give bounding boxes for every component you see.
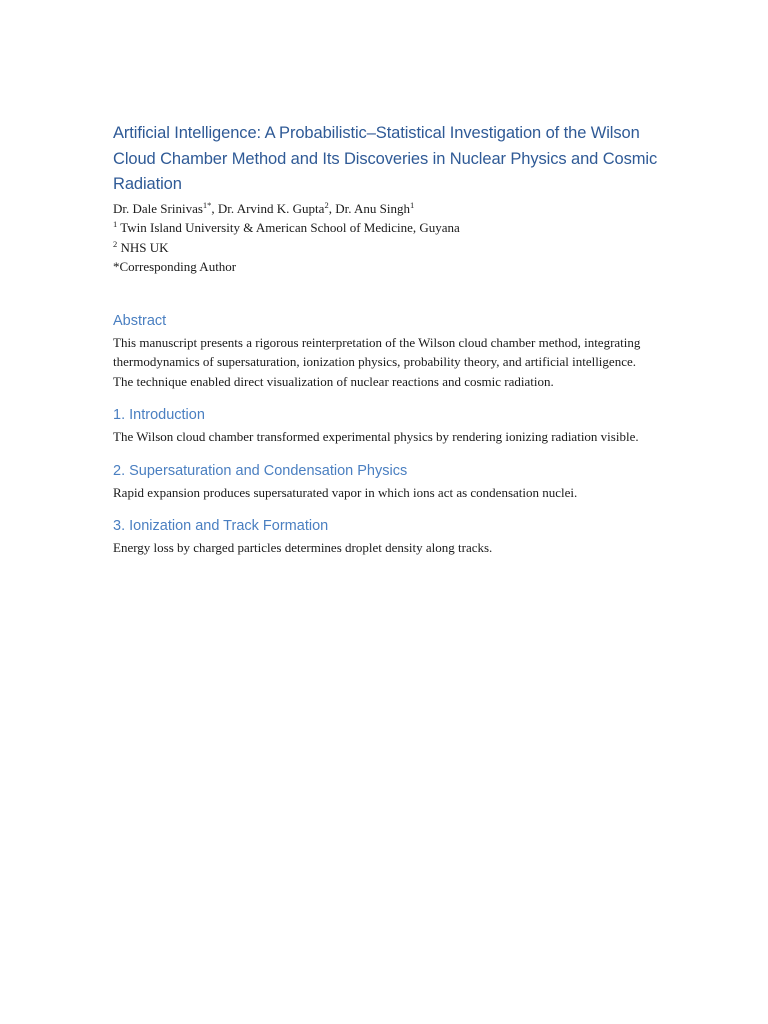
- paper-page: [113, 121, 658, 558]
- abstract-text: This manuscript presents a rigorous reinterpretation of the Wilson cloud chamber method, integrating thermodynamics of supersaturation, ionization physics, probability theory, and artificial intelligence. The technique enabled direct visualization of nuclear reactions and cosmic radiation.: [113, 334, 641, 389]
- author-affiliation-mark: 1: [409, 199, 415, 210]
- author-affiliation-mark: 2: [324, 199, 329, 210]
- abstract-heading: Abstract: [113, 312, 167, 329]
- section-text-supersaturation: Rapid expansion produces supersaturated vapor in which ions act as condensation nuclei.: [113, 484, 578, 500]
- corresponding-author-note: *Corresponding Author: [113, 259, 237, 274]
- section-heading-supersaturation: 2. Supersaturation and Condensation Physics: [113, 462, 408, 479]
- affiliation: [113, 238, 658, 258]
- author-separator: ,: [328, 200, 336, 216]
- section-text-introduction: The Wilson cloud chamber transformed experimental physics by rendering ionizing radiation visible.: [113, 429, 639, 444]
- author-list: [113, 199, 658, 219]
- affiliation-mark: 1: [113, 219, 118, 229]
- author-name: Dr. Anu Singh: [335, 200, 410, 216]
- author-separator: ,: [211, 200, 218, 216]
- section-heading-introduction: 1. Introduction: [113, 407, 205, 423]
- section-text-ionization: Energy loss by charged particles determines droplet density along tracks.: [113, 540, 493, 555]
- author-name: Dr. Arvind K. Gupta: [217, 200, 325, 216]
- affiliation: [113, 218, 658, 238]
- author-affiliation-mark: 1*: [202, 199, 212, 210]
- affiliation-text: NHS UK: [117, 239, 169, 255]
- affiliation-mark: 2: [113, 238, 118, 249]
- author-name: Dr. Dale Srinivas: [113, 200, 203, 216]
- paper-title: Artificial Intelligence: A Probabilistic–Statistical Investigation of the Wilson Cloud Chamber Method and Its Discoveries in Nuclear Physics and Cosmic Radiation: [113, 124, 658, 193]
- affiliation-text: Twin Island University & American School of Medicine, Guyana: [117, 220, 460, 235]
- section-heading-ionization: 3. Ionization and Track Formation: [113, 518, 329, 534]
